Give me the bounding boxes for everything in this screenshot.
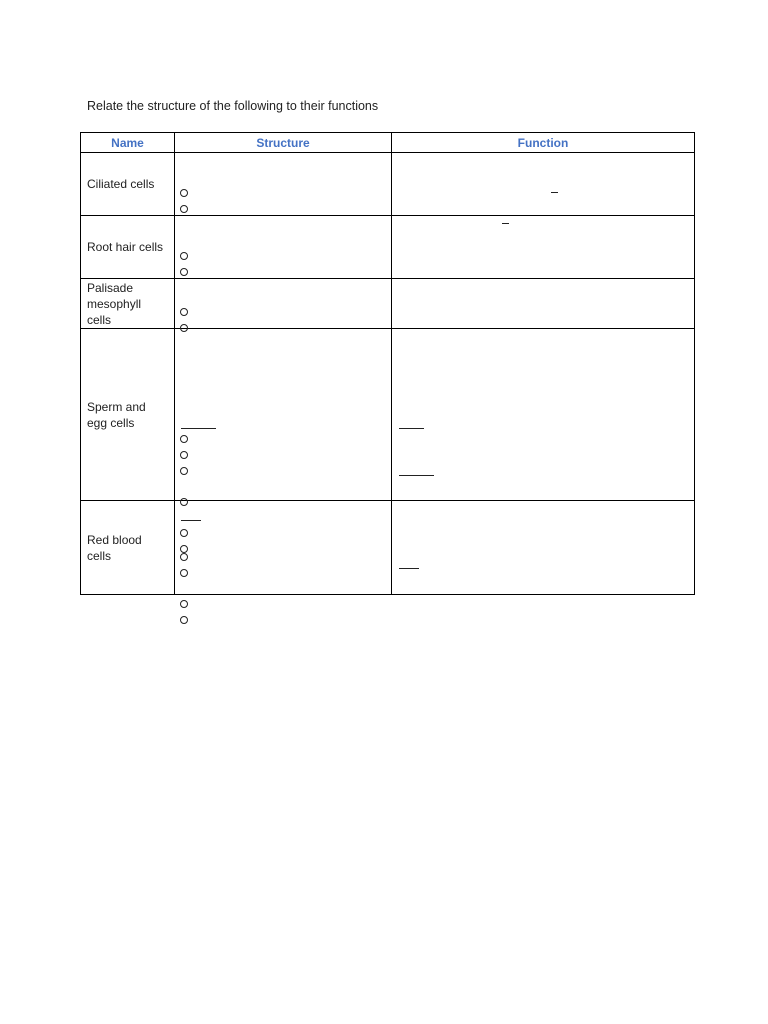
structure-cell-red-blood-cells[interactable] [175, 501, 392, 595]
structure-cell-ciliated-cells[interactable] [175, 153, 392, 216]
structure-cell-palisade-mesophyll-cells[interactable] [175, 279, 392, 329]
function-cell-ciliated-cells[interactable] [392, 153, 695, 216]
bullet-icon [180, 553, 188, 561]
bullet-icon [180, 498, 188, 506]
table-row [81, 501, 695, 595]
bullet-icon [180, 205, 188, 213]
function-cell-root-hair-cells[interactable] [392, 216, 695, 279]
bullet-icon [180, 268, 188, 276]
bullet-icon [180, 451, 188, 459]
page-title: Relate the structure of the following to their functions [87, 99, 379, 113]
row-name-sperm-and-egg-cells: Sperm and egg cells [81, 329, 175, 501]
answer-line [399, 475, 434, 476]
bullet-icon [180, 308, 188, 316]
function-cell-sperm-and-egg-cells[interactable] [392, 329, 695, 501]
answer-line [181, 520, 201, 521]
answer-line [181, 428, 216, 429]
bullet-icon [180, 600, 188, 608]
bullet-icon [180, 529, 188, 537]
table-row [81, 153, 695, 216]
table-row [81, 279, 695, 329]
structure-cell-sperm-and-egg-cells[interactable] [175, 329, 392, 501]
bullet-icon [180, 545, 188, 553]
worksheet-table [80, 132, 695, 595]
structure-cell-root-hair-cells[interactable] [175, 216, 392, 279]
table-row [81, 329, 695, 501]
function-cell-palisade-mesophyll-cells[interactable] [392, 279, 695, 329]
bullet-icon [180, 435, 188, 443]
bullet-icon [180, 569, 188, 577]
bullet-icon [180, 616, 188, 624]
column-header-name: Name [81, 133, 175, 153]
bullet-icon [180, 467, 188, 475]
answer-line [399, 568, 419, 569]
answer-line [399, 428, 424, 429]
table-header-row [81, 133, 695, 153]
bullet-icon [180, 324, 188, 332]
column-header-function: Function [392, 133, 695, 153]
answer-line [502, 223, 509, 224]
bullet-icon [180, 252, 188, 260]
table-row [81, 216, 695, 279]
row-name-palisade-mesophyll-cells: Palisade mesophyll cells [81, 279, 175, 329]
function-cell-red-blood-cells[interactable] [392, 501, 695, 595]
row-name-root-hair-cells: Root hair cells [81, 216, 175, 279]
column-header-structure: Structure [175, 133, 392, 153]
bullet-icon [180, 189, 188, 197]
answer-line [551, 192, 558, 193]
row-name-ciliated-cells: Ciliated cells [81, 153, 175, 216]
row-name-red-blood-cells: Red blood cells [81, 501, 175, 595]
